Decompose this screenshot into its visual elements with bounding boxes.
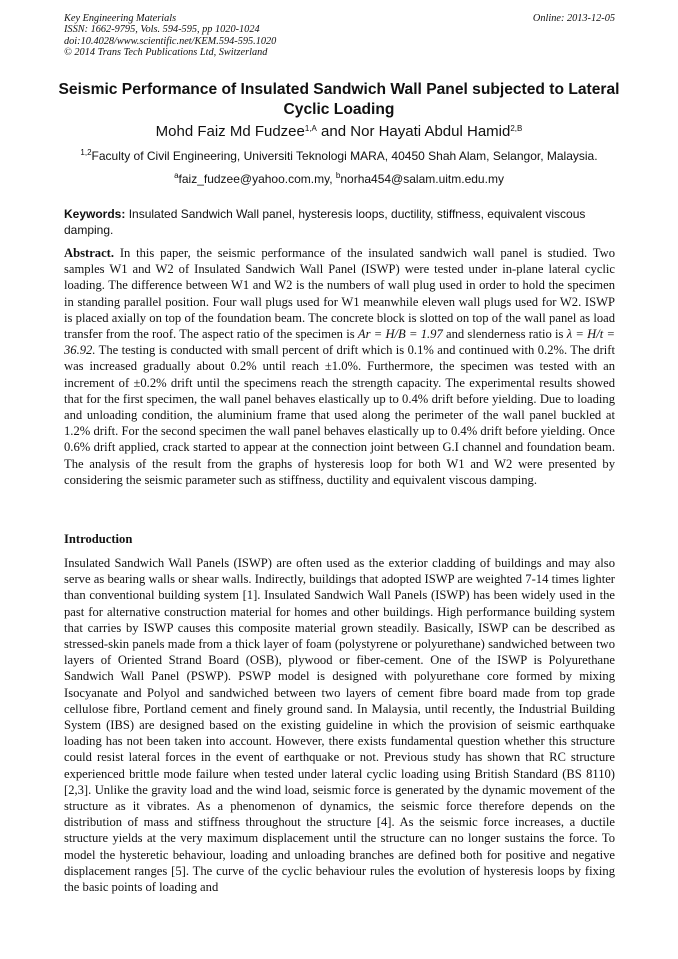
author-1: Mohd Faiz Md Fudzee bbox=[155, 123, 305, 140]
introduction-heading: Introduction bbox=[64, 532, 133, 546]
affiliation-sup: 1,2 bbox=[80, 148, 92, 157]
keywords-text: Insulated Sandwich Wall panel, hysteresis loops, ductility, stiffness, equivalent viscous damping. bbox=[64, 207, 586, 237]
emails bbox=[0, 172, 678, 186]
affiliation bbox=[0, 149, 678, 163]
email-b: norha454@salam.uitm.edu.my bbox=[340, 172, 504, 186]
email-b-sup: b bbox=[335, 171, 341, 180]
issn-line: ISSN: 1662-9795, Vols. 594-595, pp 1020-1024 bbox=[64, 24, 260, 36]
author-2-sup: 2,B bbox=[510, 124, 523, 133]
abstract-text-2: and slenderness ratio is bbox=[442, 327, 567, 342]
copyright-line: © 2014 Trans Tech Publications Ltd, Switzerland bbox=[64, 47, 268, 59]
author-1-sup: 1,A bbox=[304, 124, 317, 133]
author-2: Nor Hayati Abdul Hamid bbox=[350, 123, 511, 140]
email-a-sup: a bbox=[174, 171, 179, 180]
paper-title: Seismic Performance of Insulated Sandwich Wall Panel subjected to Lateral Cyclic Loading bbox=[58, 81, 620, 118]
email-a: faiz_fudzee@yahoo.com.my, bbox=[178, 172, 336, 186]
abstract-label: Abstract. bbox=[64, 246, 115, 260]
abstract-text-1: In this paper, the seismic performance of the insulated sandwich wall panel is studied. Two samples W1 and W2 of Insulated Sandwich Wall Panel (ISWP) were tested under in-plane lateral cyclic loading. The difference between W1 and W2 is the numbers of wall plug used in order to hold the specimen in standing parallel position. Four wall plugs used for W1 meanwhile eleven wall plugs used for W2. ISWP is placed axially on top of the foundation beam. The concrete block is slotted on top of the wall panel as load transfer from the roof. The aspect ratio of the specimen is bbox=[64, 246, 615, 342]
abstract-text-3: The testing is conducted with small percent of drift which is 0.1% and continued with 0.2%. The drift was increased gradually about 0.2% until reach ±1.0%. Furthermore, the specimen was tested with an increment of ±0.2% drift until the specimens reach the strength capacity. The experimental results showed that for the first specimen, the wall panel behaves elastically up to 0.4% drift before yielding. Due to loading and unloading condition, the aluminium frame that used along the perimeter of the wall panel buckled at 1.2% drift. For the second specimen the wall panel behaves elastically up to 0.4% drift before yielding. Once 0.6% drift applied, crack started to appear at the connection joint between G.I channel and foundation beam. The analysis of the result from the graphs of hysteresis loop for both W1 and W2 were presented by considering the seismic parameter such as stiffness, ductility and equivalent viscous damping. bbox=[64, 343, 615, 487]
author-line bbox=[0, 123, 678, 140]
introduction-text: Insulated Sandwich Wall Panels (ISWP) are often used as the exterior cladding of buildings and may also serve as bearing walls or shear walls. Indirectly, buildings that adopted ISWP are weighted 7-14 times lighter than conventional building system [1]. Insulated Sandwich Wall Panels (ISWP) has been widely used in the past for alternative construction material for homes and other buildings. High performance building system that carries by ISWP causes this composite material grown steadily. Basically, ISWP can be described as stressed-skin panels made from a thick layer of foam (polystyrene or polyurethane) sandwiched between two layers of Oriented Strand Board (OSB), plywood or fiber-cement. One of the ISWP is Polyurethane Sandwich Wall Panel (PSWP). PSWP model is designed with polyurethane core formed by mixing Isocyanate and Polyol and sandwiched between two layers of cement fibre board made from top grade cellulose fibre, Portland cement and finely ground sand. In Malaysia, until recently, the Industrial Building System (IBS) are designed based on the existing guideline in which the provision of seismic earthquake loading has not been taken into account. However, there exists fundamental question whether this structure could resist lateral forces in the event of earthquake or not. Previous study has shown that RC structure experienced brittle mode failure when tested under lateral cyclic loading using British Standard (BS 8110) [2,3]. Unlike the gravity load and the wind load, seismic force is generated by the dynamic movement of the structure as it vibrates. As a phenomenon of dynamics, the seismic force therefore depends on the distribution of mass and stiffness throughout the structure [4]. As the seismic force increases, a ductile structure yields at the very maximum displacement until the structure can no longer sustains the force. To model the hysteretic behaviour, loading and unloading branches are defined both for positive and negative displacement ranges [5]. The curve of the cyclic behaviour rules the evolution of hysteresis loops by fixing the basic points of loading and bbox=[64, 556, 615, 895]
author-and: and bbox=[316, 123, 351, 140]
online-date: Online: 2013-12-05 bbox=[532, 13, 615, 24]
keywords-label: Keywords: bbox=[64, 207, 126, 221]
abstract bbox=[64, 245, 615, 488]
doi-line: doi:10.4028/www.scientific.net/KEM.594-595.1020 bbox=[64, 35, 277, 47]
publication-header bbox=[64, 13, 615, 59]
affiliation-text: Faculty of Civil Engineering, Universiti Teknologi MARA, 40450 Shah Alam, Selangor, Malaysia. bbox=[91, 149, 598, 163]
abstract-math-slenderness: λ = H/t = 36.92. bbox=[64, 327, 615, 358]
keywords bbox=[64, 206, 615, 238]
abstract-math-aspect-ratio: Ar = H/B = 1.97 bbox=[357, 327, 443, 342]
journal-name: Key Engineering Materials bbox=[64, 13, 177, 24]
